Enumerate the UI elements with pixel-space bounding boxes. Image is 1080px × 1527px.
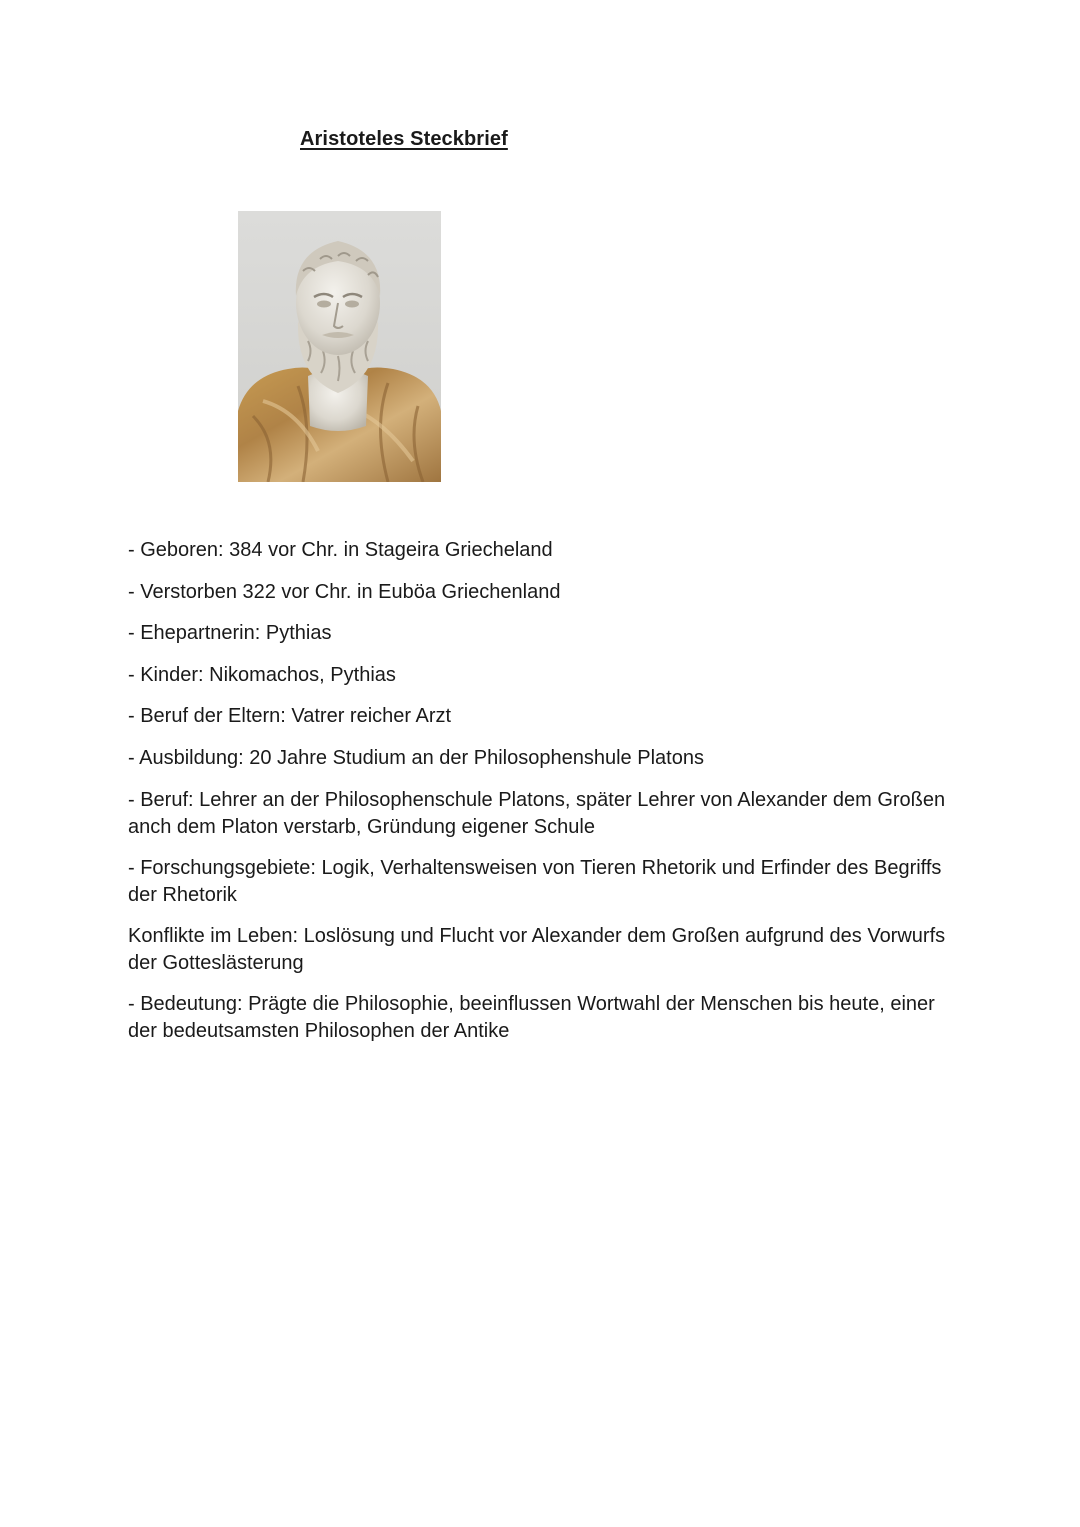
fact-died: - Verstorben 322 vor Chr. in Euböa Griechenland bbox=[128, 580, 561, 603]
fact-research-areas: - Forschungsgebiete: Logik, Verhaltensweisen von Tieren Rhetorik und Erfinder des Begriffs der Rhetorik bbox=[128, 856, 942, 906]
fact-conflicts: Konflikte im Leben: Loslösung und Flucht vor Alexander dem Großen aufgrund des Vorwurfs der Gotteslästerung bbox=[128, 924, 946, 974]
document-title: Aristoteles Steckbrief bbox=[300, 128, 508, 150]
bust-illustration bbox=[238, 211, 441, 482]
fact-children: - Kinder: Nikomachos, Pythias bbox=[128, 663, 396, 686]
fact-profession: - Beruf: Lehrer an der Philosophenschule Platons, später Lehrer von Alexander dem Großen anch dem Platon verstarb, Gründung eigener Schule bbox=[128, 788, 946, 838]
fact-spouse: - Ehepartnerin: Pythias bbox=[128, 622, 332, 645]
fact-parents-profession: - Beruf der Eltern: Vatrer reicher Arzt bbox=[128, 705, 452, 728]
fact-born: - Geboren: 384 vor Chr. in Stageira Griecheland bbox=[128, 539, 553, 561]
aristotle-bust-image bbox=[238, 211, 441, 482]
fact-significance: - Bedeutung: Prägte die Philosophie, beeinflussen Wortwahl der Menschen bis heute, einer der bedeutsamsten Philosophen der Antike bbox=[128, 992, 935, 1042]
facts-list bbox=[128, 537, 958, 1059]
fact-education: - Ausbildung: 20 Jahre Studium an der Philosophenshule Platons bbox=[128, 746, 704, 769]
